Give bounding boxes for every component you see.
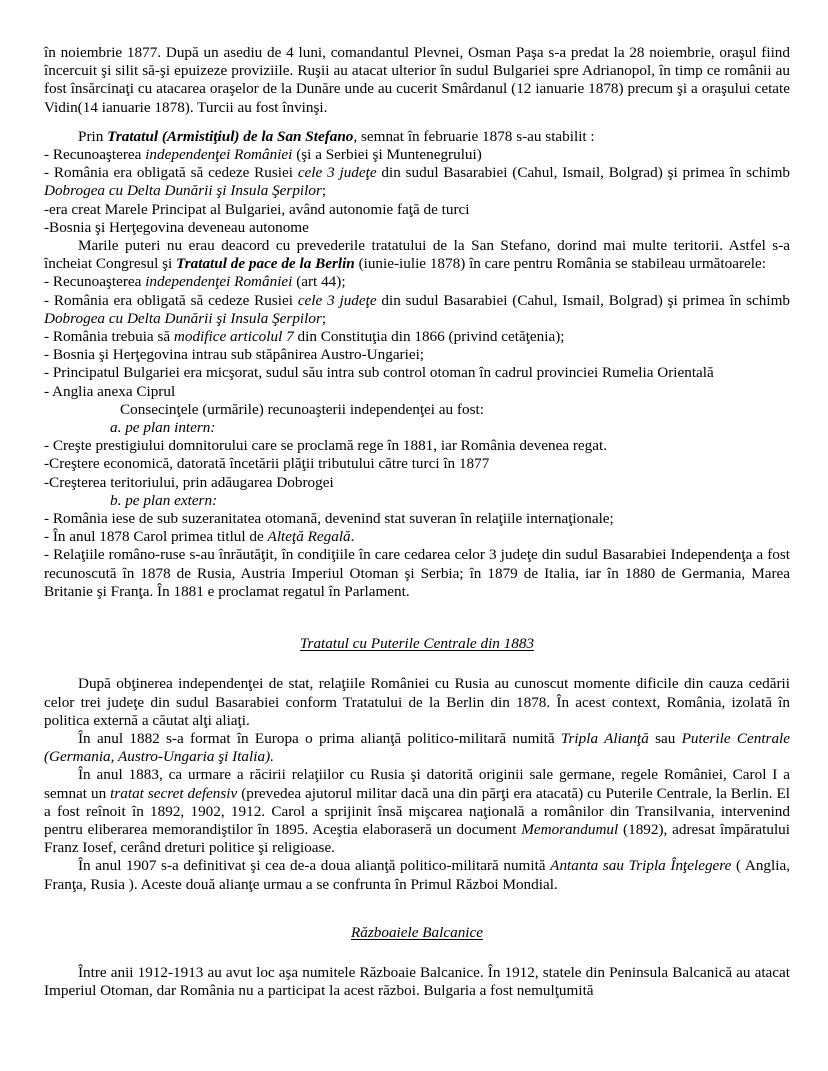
paragraph-central-powers-3: În anul 1883, ca urmare a răcirii relaţiilor cu Rusia şi datorită originii sale germane, regele României, Carol I a semnat un tratat secret defensiv (prevedea ajutorul militar dacă una din părţi era atacată) cu Puterile Centrale, la Berlin. El a fost reînoit în 1892, 1902, 1912. Carol a sprijinit însă mişcarea naţională a românilor din Transilvania, intervenind pentru eliberarea memorandiştilor în 1895. Aceştia elaboraseră un document Memorandumul (1892), adresat împăratului Franz Iosef, cerând dreturi politice şi religioase.: [44, 766, 790, 857]
list-item-berlin-4: - Bosnia şi Herţegovina intrau sub stăpânirea Austro-Ungariei;: [44, 346, 425, 364]
list-item-internal-3: -Creşterea teritoriului, prin adăugarea Dobrogei: [44, 473, 334, 491]
list-item-internal-1: - Creşte prestigiului domnitorului care se proclamă rege în 1881, iar România devenea regat.: [44, 437, 608, 455]
list-item-berlin-5: - Principatul Bulgariei era micşorat, sudul său intra sub control otoman în cadrul provinciei Rumelia Orientală: [44, 364, 714, 382]
list-item-berlin-1: - Recunoaşterea independenţei României (art 44);: [44, 273, 346, 291]
label-consequences-internal: a. pe plan intern:: [110, 419, 216, 437]
heading-central-powers-treaty: Tratatul cu Puterile Centrale din 1883: [299, 635, 535, 653]
list-item-external-3: - Relaţiile româno-ruse s-au înrăutăţit, în condiţiile în care cedarea celor 3 judeţe din sudul Basarabiei Independenţa a fost recunoscută în 1878 de Rusia, Austria Imperiul Otoman şi Serbia; în 1879 de Italia, iar în 1880 de Germania, Marea Britanie şi Franţa. În 1881 e proclamat regatul în Parlament.: [44, 546, 790, 600]
document-body: [44, 44, 790, 1000]
list-item-san-stefano-1: - Recunoaşterea independenţei României (şi a Serbiei şi Muntenegrului): [44, 146, 482, 164]
spacer: [44, 601, 790, 635]
list-item-san-stefano-3: -era creat Marele Principat al Bulgariei, având autonomie faţă de turci: [44, 200, 470, 218]
spacer: [44, 117, 790, 128]
list-item-san-stefano-2: - România era obligată să cedeze Rusiei cele 3 judeţe din sudul Basarabiei (Cahul, Ismail, Bolgrad) şi primea în schimb Dobrogea cu Delta Dunării şi Insula Şerpilor;: [44, 164, 790, 200]
list-item-external-1: - România iese de sub suzeranitatea otomană, devenind stat suveran în relaţiile internaţionale;: [44, 510, 614, 528]
spacer: [44, 653, 790, 675]
spacer: [44, 894, 790, 924]
paragraph-central-powers-1: După obţinerea independenţei de stat, relaţiile României cu Rusia au cunoscut momente dificile din cauza cedării celor trei judeţe din sudul Basarabiei conform Tratatului de la Berlin din 1878. În acest context, România, izolată în politica externă a căutat alţi aliaţi.: [44, 675, 790, 729]
list-item-berlin-3: - România trebuia să modifice articolul 7 din Constituţia din 1866 (privind cetăţenia);: [44, 328, 565, 346]
spacer: [44, 942, 790, 964]
list-item-san-stefano-4: -Bosnia şi Herţegovina deveneau autonome: [44, 218, 309, 236]
paragraph-berlin-intro: Marile puteri nu erau deacord cu prevederile tratatului de la San Stefano, dorind mai multe teritorii. Astfel s-a încheiat Congresul şi Tratatul de pace de la Berlin (iunie-iulie 1878) în care pentru România se stabileau următoarele:: [44, 237, 790, 273]
paragraph-consequences-intro: Consecinţele (urmările) recunoaşterii independenţei au fost:: [120, 400, 484, 418]
paragraph-balkan-wars-1: Între anii 1912-1913 au avut loc aşa numitele Războaie Balcanice. În 1912, statele din Peninsula Balcanică au atacat Imperiul Otoman, dar România nu a participat la acest război. Bulgaria a fost nemulţumită: [44, 963, 790, 1000]
paragraph-central-powers-4: În anul 1907 s-a definitivat şi cea de-a doua alianţă politico-militară numită Antanta sau Tripla Înţelegere ( Anglia, Franţa, Rusia ). Aceste două alianţe urmau a se confrunta în Primul Război Mondial.: [44, 857, 790, 893]
list-item-berlin-6: - Anglia anexa Ciprul: [44, 382, 176, 400]
list-item-internal-2: -Creştere economică, datorată încetării plăţii tributului către turci în 1877: [44, 455, 490, 473]
paragraph-central-powers-2: În anul 1882 s-a format în Europa o prima alianţă politico-militară numită Tripla Alianţă sau Puterile Centrale (Germania, Austro-Ungaria şi Italia).: [44, 729, 791, 766]
list-item-berlin-2: - România era obligată să cedeze Rusiei cele 3 judeţe din sudul Basarabiei (Cahul, Ismail, Bolgrad) şi primea în schimb Dobrogea cu Delta Dunării şi Insula Şerpilor;: [44, 291, 790, 327]
list-item-external-2: - În anul 1878 Carol primea titlul de Alteţă Regală.: [44, 528, 355, 546]
paragraph-plevna-siege: în noiembrie 1877. După un asediu de 4 luni, comandantul Plevnei, Osman Paşa s-a predat la 28 noiembrie, oraşul fiind încercuit şi silit să-şi epuizeze proviziile. Ruşii au atacat ulterior în sudul Bulgariei spre Adrianopol, în timp ce românii au fost însărcinaţi cu atacarea oraşelor de la Dunăre unde au cucerit Smârdanul (12 ianuarie 1878) precum şi a oraşului cetate Vidin(14 ianuarie 1878). Turcii au fost învinşi.: [44, 44, 790, 116]
heading-balkan-wars: Războaiele Balcanice: [350, 923, 483, 941]
paragraph-san-stefano-intro: Prin Tratatul (Armistiţiul) de la San Stefano, semnat în februarie 1878 s-au stabilit :: [78, 127, 595, 145]
label-consequences-external: b. pe plan extern:: [110, 491, 218, 509]
